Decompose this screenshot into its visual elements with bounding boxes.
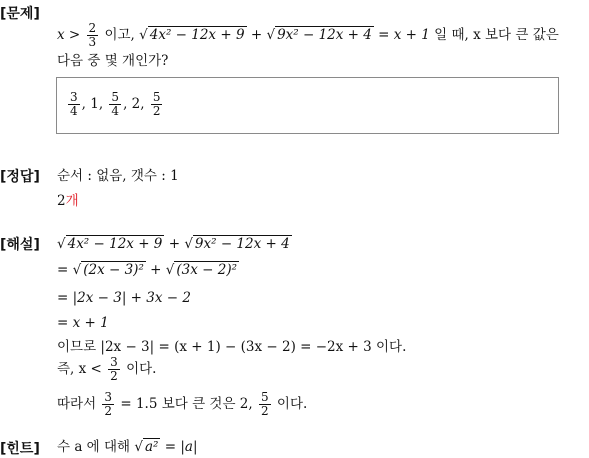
explanation-label: [해설]	[0, 237, 40, 253]
sqrt-term-2: √ 9x² − 12x + 4	[266, 27, 372, 43]
problem-text-1: 이고,	[104, 27, 135, 43]
explanation-line-4: = x + 1	[57, 315, 109, 331]
answer-count: 2	[57, 193, 66, 209]
explanation-line-6: 즉, x < $\frac{3}{2}$ 이다.	[57, 355, 157, 383]
plus-sign: +	[250, 27, 263, 43]
fraction-five-halves: $\frac{5}{2}$	[260, 390, 269, 418]
problem-line-2: 다음 중 몇 개인가?	[57, 53, 169, 69]
hint-line: 수 a 에 대해 √ a² = |a|	[57, 439, 198, 455]
problem-text-2: 일 때, x 보다 큰 값은	[434, 27, 559, 43]
answer-line-1: 순서 : 없음, 갯수 : 1	[57, 168, 179, 184]
choice-5-4: $\frac{5}{4}$	[111, 90, 120, 118]
choice-2: 2,	[131, 96, 145, 112]
gt-sign: >	[68, 27, 81, 43]
fraction-two-thirds: $\frac{2}{3}$	[88, 21, 97, 49]
fraction-three-halves: $\frac{3}{2}$	[110, 355, 118, 383]
problem-label: [문제]	[0, 6, 40, 22]
explanation-line-3: = |2x − 3| + 3x − 2	[57, 290, 191, 306]
answer-line-2	[57, 192, 79, 210]
problem-line-1	[57, 22, 559, 49]
explanation-line-7: 따라서 $\frac{3}{2}$ = 1.5 보다 큰 것은 2, $\frac{5}{2}$ 이다.	[57, 390, 308, 418]
rhs: = x + 1	[378, 27, 430, 43]
explanation-line-1: √ 4x² − 12x + 9 + √ 9x² − 12x + 4	[57, 236, 290, 252]
sqrt-term-1: √ 4x² − 12x + 9	[139, 27, 245, 43]
var-x: x	[57, 27, 65, 43]
explanation-line-2: = √ (2x − 3)² + √ (3x − 2)²	[57, 262, 238, 278]
explanation-line-5: 이므로 |2x − 3| = (x + 1) − (3x − 2) = −2x + 3 이다.	[57, 339, 407, 355]
choice-1: 1,	[90, 96, 104, 112]
choices-row: $\frac{3}{4}$ , 1, $\frac{5}{4}$ , 2, $\frac{5}{2}$	[70, 90, 161, 118]
answer-label: [정답]	[0, 169, 40, 185]
hint-label: [힌트]	[0, 441, 40, 457]
fraction-three-halves-2: $\frac{3}{2}$	[104, 390, 113, 418]
answer-unit: 개	[65, 193, 79, 209]
choice-3-4: $\frac{3}{4}$	[70, 90, 78, 118]
choice-5-2: $\frac{5}{2}$	[152, 90, 161, 118]
